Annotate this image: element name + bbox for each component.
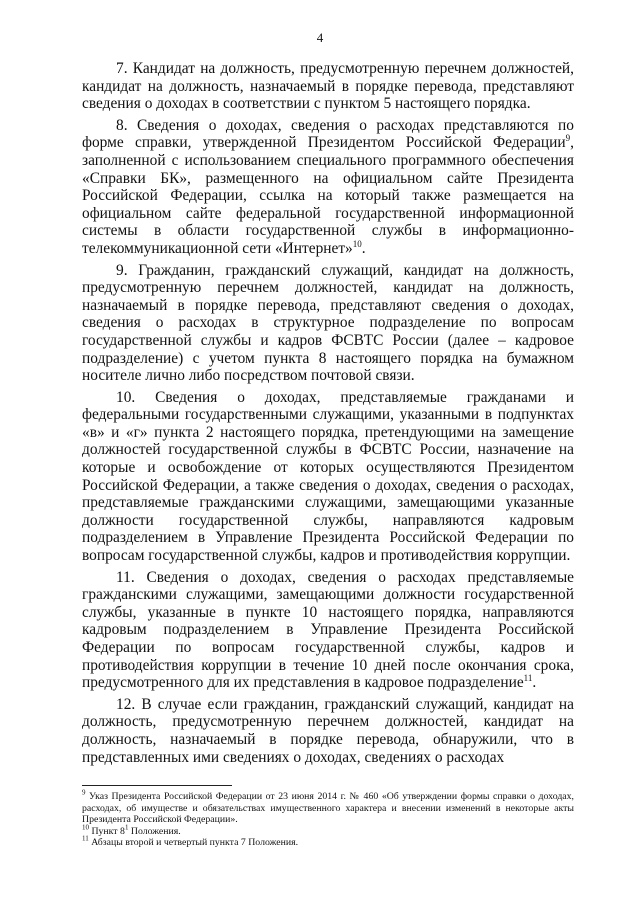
superscript-index: 1 <box>124 823 129 832</box>
paragraph-text: 10. Сведения о доходах, представляемые гражданами и федеральными государственными служащими, указанными в подпунктах «в» и «г» пункта 2 настоящего порядка, претендующими на замещение должностей государственной службы в ФСВТС России, назначение на которые и освобождение от которых осуществляются Президентом Российской Федерации, а также сведения о доходах, сведения о расходах, представляемые гражданскими служащими, замещающими указанные должности государственной службы, направляются кадровым подразделением в Управление Президента Российской Федерации по вопросам государственной службы, кадров и противодействия коррупции. <box>82 388 574 565</box>
paragraph-11 <box>82 569 574 692</box>
paragraph-text: 7. Кандидат на должность, предусмотренную перечнем должностей, кандидат на должность, назначаемый в порядке перевода, представляют сведения о доходах в соответствии с пунктом 5 настоящего порядка. <box>82 60 574 113</box>
paragraph-text: . <box>361 239 366 257</box>
footnote-11 <box>82 837 574 849</box>
footnote-text: Положения. <box>128 825 181 837</box>
footnote-mark: 10 <box>82 823 89 832</box>
paragraph-10 <box>82 389 574 565</box>
footnote-mark: 9 <box>82 788 86 797</box>
paragraph-text: 12. В случае если гражданин, гражданский служащий, кандидат на должность, предусмотренную перечнем должностей, кандидат на должность, назначаемый в порядке перевода, обнаружили, что в представленных ими сведениях о доходах, сведениях о расходах <box>82 695 574 766</box>
paragraph-7 <box>82 60 574 113</box>
footnote-mark: 11 <box>82 835 89 844</box>
page-number: 4 <box>316 30 324 45</box>
paragraph-12 <box>82 696 574 766</box>
footnote-10 <box>82 823 574 838</box>
paragraph-9 <box>82 262 574 385</box>
paragraph-text: 11. Сведения о доходах, сведения о расходах представляемые гражданскими служащими, замещающими должности государственной службы, указанные в пункте 10 настоящего порядка, направляются кадровым подразделением в Управление Президента Российской Федерации по вопросам государственной службы, кадров и противодействия коррупции в течение 10 дней после окончания срока, предусмотренного для их представления в кадровое подразделение <box>82 568 574 692</box>
footnote-ref-9[interactable]: 9 <box>565 133 571 144</box>
paragraph-text: . <box>532 674 537 692</box>
footnote-divider <box>82 785 232 786</box>
paragraph-text: 9. Гражданин, гражданский служащий, кандидат на должность, предусмотренную перечнем должностей, кандидат на должность, назначаемый в порядке перевода, представляют сведения о доходах, сведения о расходах в структурное подразделение по вопросам государственной службы и кадров ФСВТС России (далее – кадровое подразделение) с учетом пункта 8 настоящего порядка на бумажном носителе лично либо посредством почтовой связи. <box>82 261 574 385</box>
footnote-ref-11[interactable]: 11 <box>523 673 533 684</box>
document-body <box>82 60 574 770</box>
footnote-9 <box>82 788 574 826</box>
footnote-text: Пункт 8 <box>89 825 125 837</box>
footnote-ref-10[interactable]: 10 <box>352 238 362 249</box>
paragraph-8 <box>82 117 574 258</box>
footnotes <box>82 788 574 849</box>
paragraph-text: 8. Сведения о доходах, сведения о расходах представляются по форме справки, утвержденной Президентом Российской Федерации <box>82 116 574 152</box>
paragraph-text: , заполненной с использованием специального программного обеспечения «Справки БК», размещенного на официальном сайте Президента Российской Федерации, ссылка на который также размещается на официальном сайте федеральной государственной информационной системы в области государственной службы в информационно-телекоммуникационной сети «Интернет» <box>82 134 574 257</box>
footnote-text: Абзацы второй и четвертый пункта 7 Положения. <box>88 837 299 849</box>
footnote-text: Указ Президента Российской Федерации от 23 июня 2014 г. № 460 «Об утверждении формы справки о доходах, расходах, об имуществе и обязательствах имущественного характера и внесении изменений в некоторые акты Президента Российской Федерации». <box>82 791 574 826</box>
